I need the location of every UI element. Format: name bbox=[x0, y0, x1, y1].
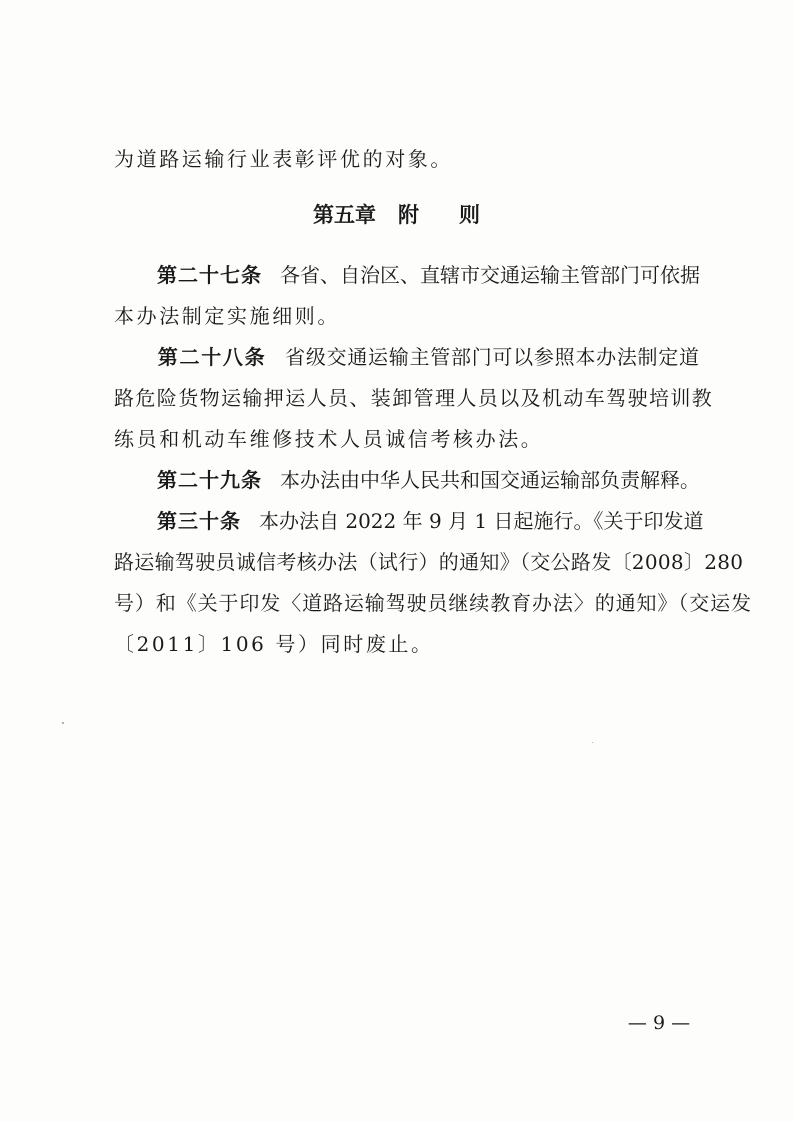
article-30-line-2 bbox=[114, 548, 744, 576]
article-30-line-4 bbox=[114, 630, 699, 658]
article-28-line-3 bbox=[114, 425, 699, 453]
article-text: 本办法由中华人民共和国交通运输部负责解释。 bbox=[280, 468, 700, 492]
article-30-line-3 bbox=[114, 589, 752, 617]
article-number: 第二十七条 bbox=[157, 263, 262, 287]
article-number: 第三十条 bbox=[157, 509, 241, 533]
scan-speck bbox=[592, 742, 593, 743]
article-text: 省级交通运输主管部门可以参照本办法制定道 bbox=[284, 345, 700, 369]
article-number: 第二十九条 bbox=[157, 468, 262, 492]
chapter-number: 第五章 bbox=[313, 203, 376, 227]
article-text: 各省、自治区、直辖市交通运输主管部门可依据 bbox=[280, 263, 700, 287]
article-27-line-1 bbox=[114, 261, 699, 289]
article-text: 路运输驾驶员诚信考核办法（试行）的通知》（交公路发〔2008〕280 bbox=[114, 550, 744, 574]
page-number: — 9 — bbox=[627, 1012, 691, 1034]
paragraph-text: 为道路运输行业表彰评优的对象。 bbox=[114, 147, 453, 171]
article-28-line-1 bbox=[114, 343, 699, 371]
chapter-heading bbox=[0, 200, 793, 230]
article-text: 本办法制定实施细则。 bbox=[114, 304, 340, 328]
article-27-line-2 bbox=[114, 302, 699, 330]
article-30-line-1 bbox=[114, 507, 704, 535]
chapter-title-part1: 附 bbox=[398, 203, 419, 227]
article-text: 〔2011〕106 号）同时废止。 bbox=[114, 632, 434, 656]
article-text: 练员和机动车维修技术人员诚信考核办法。 bbox=[114, 427, 544, 451]
article-text: 路危险货物运输押运人员、装卸管理人员以及机动车驾驶培训教 bbox=[114, 386, 714, 410]
article-number: 第二十八条 bbox=[157, 345, 267, 369]
article-text: 本办法自 2022 年 9 月 1 日起施行。《关于印发道 bbox=[259, 509, 704, 533]
article-29-line-1 bbox=[114, 466, 699, 494]
chapter-title-part2: 则 bbox=[459, 203, 480, 227]
article-text: 号）和《关于印发〈道路运输驾驶员继续教育办法〉的通知》（交运发 bbox=[114, 591, 752, 615]
article-28-line-2 bbox=[114, 384, 714, 412]
continuation-paragraph bbox=[114, 145, 699, 173]
scan-speck bbox=[62, 722, 64, 724]
